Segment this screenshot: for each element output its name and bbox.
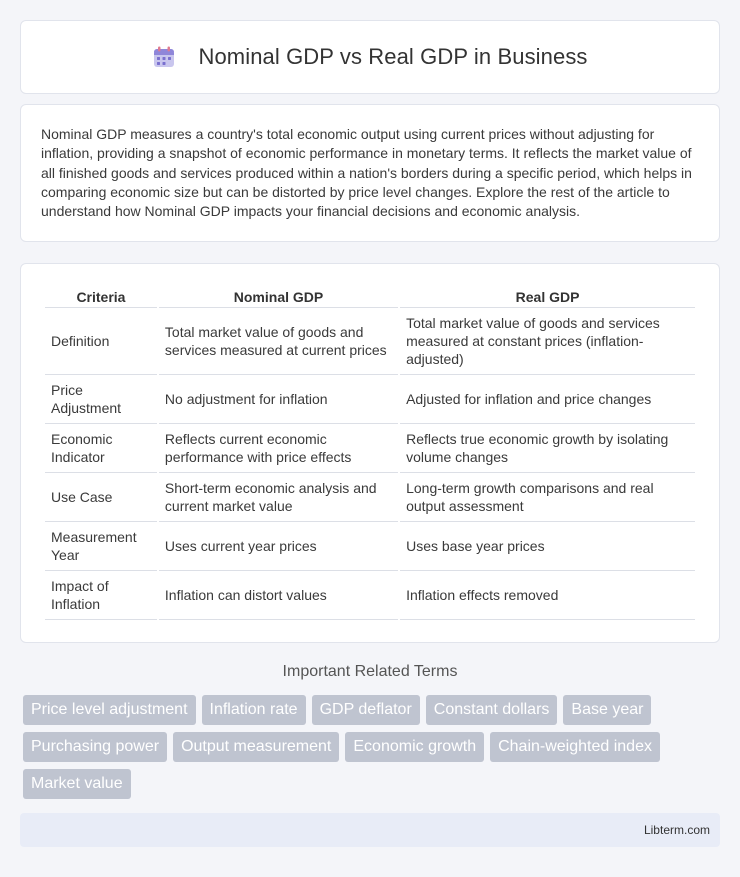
table-cell-nominal: No adjustment for inflation [159, 375, 398, 424]
related-term-tag[interactable]: Inflation rate [202, 695, 306, 725]
column-header-nominal-gdp: Nominal GDP [159, 284, 398, 308]
table-row [45, 375, 695, 424]
table-row [45, 308, 695, 375]
related-term-tag[interactable]: Output measurement [173, 732, 339, 762]
table-row [45, 522, 695, 571]
related-term-tag[interactable]: GDP deflator [312, 695, 420, 725]
table-cell-nominal: Uses current year prices [159, 522, 398, 571]
table-cell-real: Reflects true economic growth by isolating volume changes [400, 424, 695, 473]
related-term-tag[interactable]: Constant dollars [426, 695, 558, 725]
related-terms-list [23, 695, 723, 799]
table-cell-nominal: Inflation can distort values [159, 571, 398, 620]
table-cell-nominal: Short-term economic analysis and current market value [159, 473, 398, 522]
related-term-tag[interactable]: Chain-weighted index [490, 732, 660, 762]
column-header-criteria: Criteria [45, 284, 157, 308]
comparison-table [43, 284, 697, 620]
footer-brand-link[interactable]: Libterm.com [643, 823, 710, 837]
footer [20, 813, 720, 847]
header-card [20, 20, 720, 94]
table-cell-criteria: Price Adjustment [45, 375, 157, 424]
table-cell-criteria: Definition [45, 308, 157, 375]
table-cell-real: Inflation effects removed [400, 571, 695, 620]
table-cell-nominal: Reflects current economic performance with price effects [159, 424, 398, 473]
table-cell-criteria: Impact of Inflation [45, 571, 157, 620]
related-term-tag[interactable]: Price level adjustment [23, 695, 196, 725]
related-term-tag[interactable]: Market value [23, 769, 131, 799]
intro-card [20, 104, 720, 242]
table-row [45, 473, 695, 522]
column-header-real-gdp: Real GDP [400, 284, 695, 308]
table-cell-real: Long-term growth comparisons and real output assessment [400, 473, 695, 522]
table-cell-criteria: Economic Indicator [45, 424, 157, 473]
comparison-card [20, 263, 720, 643]
table-cell-real: Uses base year prices [400, 522, 695, 571]
table-row [45, 424, 695, 473]
calendar-icon [152, 45, 176, 69]
related-terms-title: Important Related Terms [282, 663, 458, 680]
table-cell-nominal: Total market value of goods and services measured at current prices [159, 308, 398, 375]
table-cell-real: Adjusted for inflation and price changes [400, 375, 695, 424]
page-title: Nominal GDP vs Real GDP in Business [198, 44, 588, 69]
table-cell-criteria: Use Case [45, 473, 157, 522]
intro-text: Nominal GDP measures a country's total economic output using current prices without adjusting for inflation, providing a snapshot of economic performance in monetary terms. It reflects the market value of all finished goods and services produced within a nation's borders during a specific period, which helps in comparing economic size but can be distorted by price level changes. Explore the rest of the article to understand how Nominal GDP impacts your financial decisions and economic analysis. [41, 126, 692, 220]
related-term-tag[interactable]: Economic growth [345, 732, 484, 762]
table-cell-real: Total market value of goods and services measured at constant prices (inflation-adjusted) [400, 308, 695, 375]
related-term-tag[interactable]: Purchasing power [23, 732, 167, 762]
table-cell-criteria: Measurement Year [45, 522, 157, 571]
related-term-tag[interactable]: Base year [563, 695, 651, 725]
table-row [45, 571, 695, 620]
